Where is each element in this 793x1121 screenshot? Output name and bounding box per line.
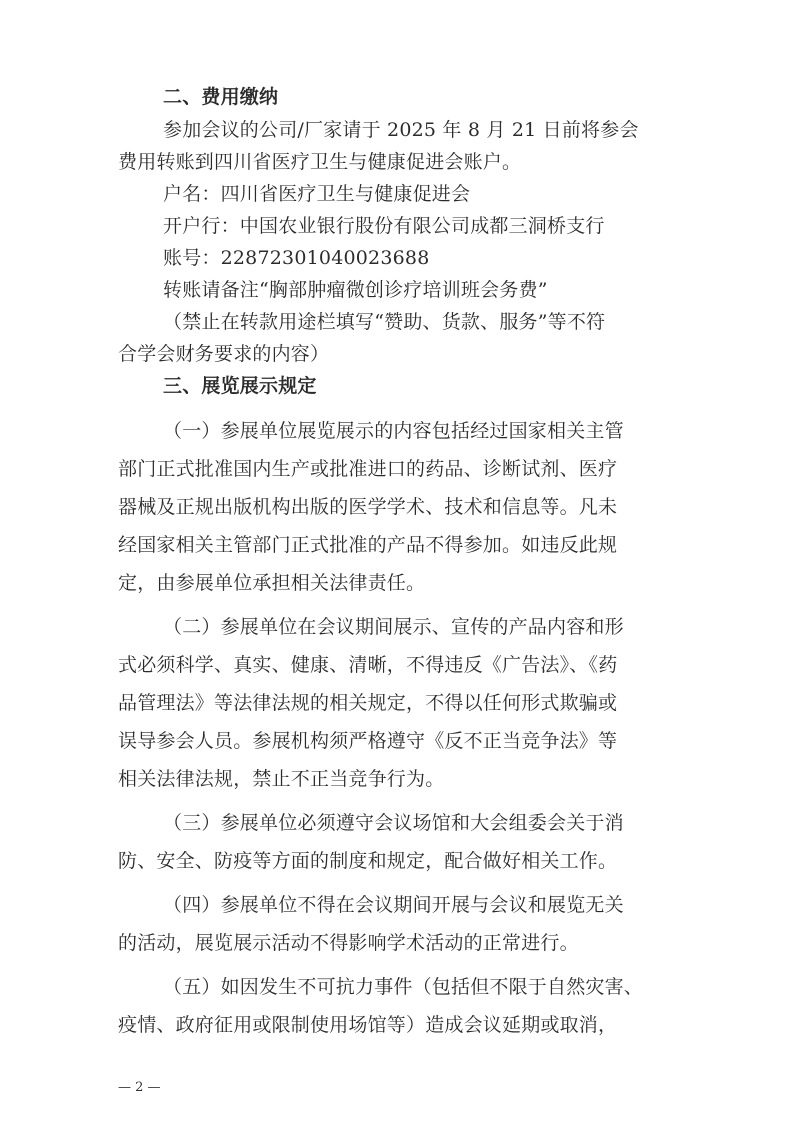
paragraph-line: 误导参会人员。参展机构须严格遵守《反不正当竞争法》等 <box>118 730 618 752</box>
bank-line: 开户行：中国农业银行股份有限公司成都三洞桥支行 <box>163 215 605 237</box>
paragraph-line: 合学会财务要求的内容） <box>118 343 330 365</box>
paragraph-line: 参加会议的公司/厂家请于 2025 年 8 月 21 日前将参会 <box>163 119 639 141</box>
paragraph-line: （五）如因发生不可抗力事件（包括但不限于自然灾害、 <box>163 976 644 998</box>
paragraph-line: （二）参展单位在会议期间展示、宣传的产品内容和形 <box>163 616 624 638</box>
paragraph-line: 器械及正规出版机构出版的医学学术、技术和信息等。凡未 <box>118 496 618 518</box>
paragraph-line: （四）参展单位不得在会议期间开展与会议和展览无关 <box>163 894 624 916</box>
paragraph-line: 费用转账到四川省医疗卫生与健康促进会账户。 <box>118 151 522 173</box>
paragraph-line: （禁止在转款用途栏填写“赞助、货款、服务”等不符 <box>163 311 606 333</box>
transfer-remark-line: 转账请备注“胸部肿瘤微创诊疗培训班会务费” <box>163 279 548 301</box>
paragraph-line: （三）参展单位必须遵守会议场馆和大会组委会关于消 <box>163 812 624 834</box>
account-number-line: 账号：22872301040023688 <box>163 247 430 269</box>
paragraph-line: 相关法律法规，禁止不正当竞争行为。 <box>118 768 445 790</box>
paragraph-line: 疫情、政府征用或限制使用场馆等）造成会议延期或取消， <box>118 1014 618 1036</box>
paragraph-line: 品管理法》等法律法规的相关规定，不得以任何形式欺骗或 <box>118 692 618 714</box>
paragraph-line: 部门正式批准国内生产或批准进口的药品、诊断试剂、医疗 <box>118 458 618 480</box>
paragraph-line: 定，由参展单位承担相关法律责任。 <box>118 572 426 594</box>
paragraph-line: 经国家相关主管部门正式批准的产品不得参加。如违反此规 <box>118 534 618 556</box>
section-heading-exhibition-rules: 三、展览展示规定 <box>163 375 317 397</box>
paragraph-line: 的活动，展览展示活动不得影响学术活动的正常进行。 <box>118 932 579 954</box>
account-name-line: 户名：四川省医疗卫生与健康促进会 <box>163 183 471 205</box>
paragraph-line: 式必须科学、真实、健康、清晰，不得违反《广告法》、《药 <box>118 654 618 676</box>
paragraph-line: 防、安全、防疫等方面的制度和规定，配合做好相关工作。 <box>118 850 618 872</box>
paragraph-line: （一）参展单位展览展示的内容包括经过国家相关主管 <box>163 420 624 442</box>
page-number: — 2 — <box>118 1080 161 1095</box>
section-heading-fee-payment: 二、费用缴纳 <box>163 86 279 108</box>
